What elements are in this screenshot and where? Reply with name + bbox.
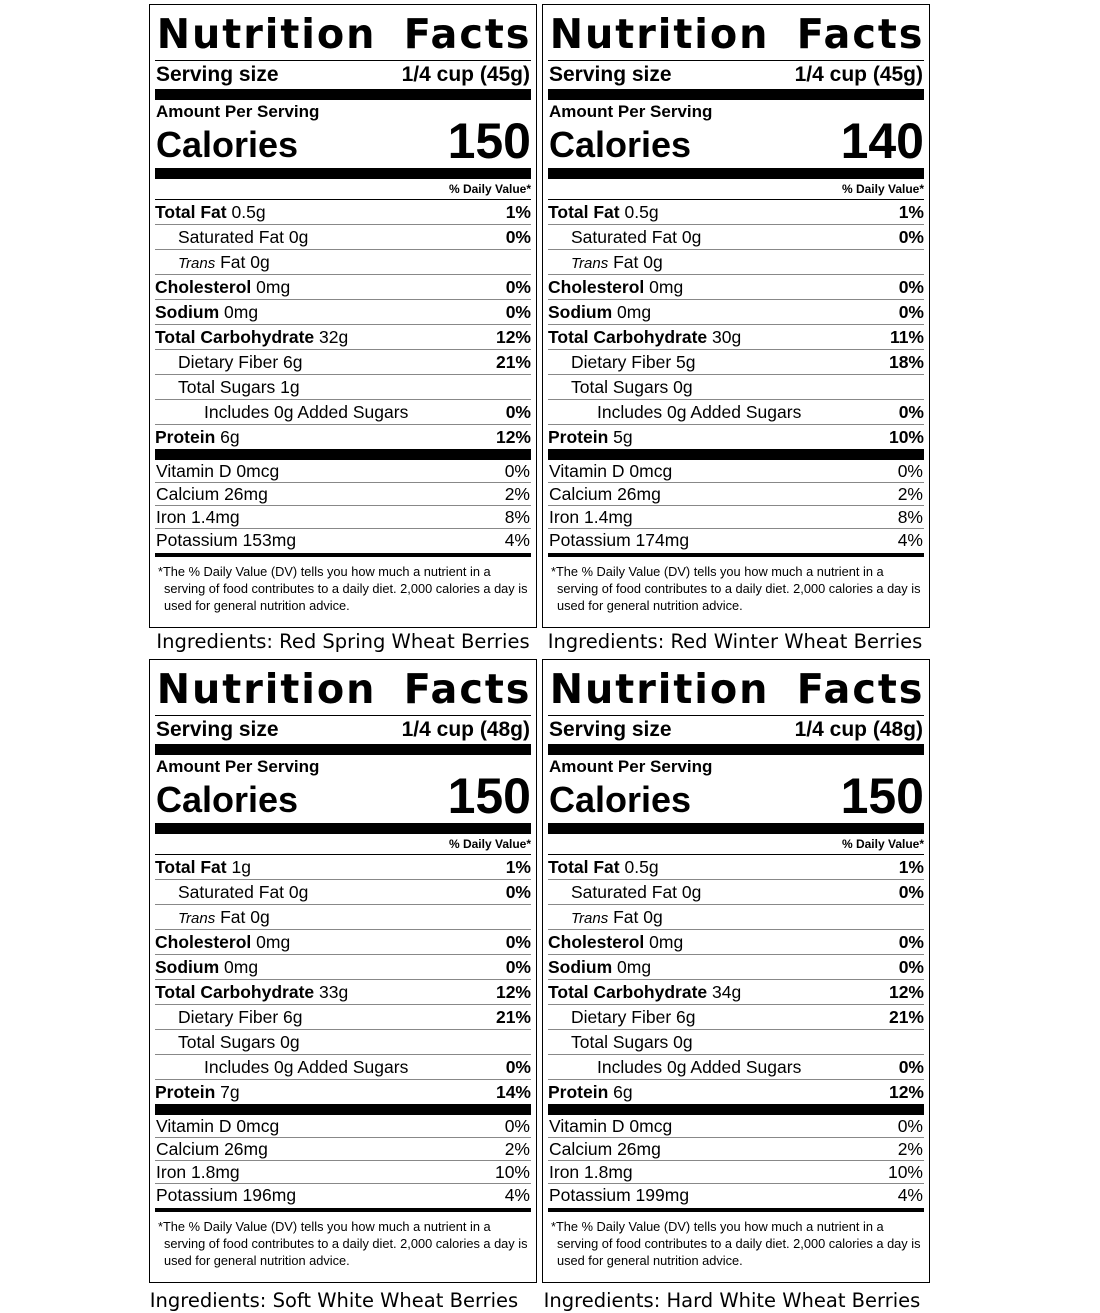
total-carbohydrate-amount: 33g: [319, 982, 349, 1002]
calcium-dv: 2%: [504, 1139, 530, 1159]
trans-fat-label: Fat: [613, 907, 639, 927]
ingredients-text: Ingredients: Hard White Wheat Berries: [543, 1289, 921, 1312]
cholesterol-row: [548, 274, 924, 299]
potassium-label: Potassium 174mg: [549, 530, 690, 550]
calories-value: 150: [840, 768, 924, 824]
vitamin-d-dv: 0%: [504, 1116, 530, 1136]
serving-size-label: Serving size: [549, 63, 672, 86]
nutrition-facts-label: [149, 659, 537, 1283]
potassium-label: Potassium 153mg: [156, 530, 297, 550]
total-fat-label: Total Fat: [548, 857, 620, 877]
protein-label: Protein: [548, 427, 609, 447]
cholesterol-amount: 0mg: [649, 932, 684, 952]
total-fat-row: [155, 199, 531, 224]
added-sugars-label: Includes 0g Added Sugars: [597, 1057, 802, 1077]
calcium-label: Calcium 26mg: [549, 1139, 661, 1159]
vitamin-d-dv: 0%: [897, 461, 923, 481]
protein-label: Protein: [155, 427, 216, 447]
saturated-fat-dv: 0%: [505, 882, 531, 902]
total-sugars-amount: 0g: [673, 1032, 693, 1052]
total-fat-dv: 1%: [898, 202, 924, 222]
calories-label: Calories: [549, 779, 692, 820]
nutrition-facts-label: [542, 4, 930, 628]
serving-size-value: 1/4 cup (45g): [794, 63, 923, 86]
saturated-fat-row: [155, 879, 531, 904]
total-fat-amount: 0.5g: [624, 202, 659, 222]
protein-label: Protein: [548, 1082, 609, 1102]
calories-label: Calories: [156, 124, 299, 165]
sodium-dv: 0%: [505, 957, 531, 977]
total-carbohydrate-row: [155, 979, 531, 1004]
calories-label: Calories: [156, 779, 299, 820]
total-carbohydrate-dv: 12%: [888, 982, 924, 1002]
saturated-fat-dv: 0%: [898, 882, 924, 902]
saturated-fat-dv: 0%: [898, 227, 924, 247]
protein-dv: 12%: [888, 1082, 924, 1102]
total-fat-label: Total Fat: [548, 202, 620, 222]
iron-label: Iron 1.8mg: [549, 1162, 633, 1182]
serving-size-row: [155, 716, 531, 744]
serving-size-value: 1/4 cup (45g): [401, 63, 530, 86]
total-fat-label: Total Fat: [155, 857, 227, 877]
dietary-fiber-row: [155, 349, 531, 374]
added-sugars-row: [155, 399, 531, 424]
potassium-row: [548, 528, 924, 551]
saturated-fat-row: [548, 224, 924, 249]
calories-row: [155, 768, 531, 824]
added-sugars-dv: 0%: [898, 402, 924, 422]
dietary-fiber-row: [548, 349, 924, 374]
sodium-dv: 0%: [898, 957, 924, 977]
dietary-fiber-amount: 6g: [283, 1007, 303, 1027]
total-fat-amount: 1g: [231, 857, 251, 877]
serving-size-value: 1/4 cup (48g): [794, 718, 923, 741]
daily-value-footnote: *The % Daily Value (DV) tells you how much a nutrient in a serving of food contributes to a daily diet. 2,000 calories a day is used for general nutrition advice.: [551, 1219, 921, 1268]
calcium-label: Calcium 26mg: [156, 484, 268, 504]
saturated-fat-label: Saturated Fat: [178, 882, 285, 902]
saturated-fat-row: [548, 879, 924, 904]
total-sugars-row: [155, 374, 531, 399]
cholesterol-row: [548, 929, 924, 954]
daily-value-header: % Daily Value*: [448, 182, 531, 196]
dietary-fiber-amount: 6g: [283, 352, 303, 372]
iron-row: [548, 505, 924, 528]
saturated-fat-label: Saturated Fat: [571, 882, 678, 902]
protein-amount: 6g: [613, 1082, 633, 1102]
serving-size-value: 1/4 cup (48g): [401, 718, 530, 741]
trans-fat-row: [548, 904, 924, 929]
trans-label: Trans: [178, 910, 216, 927]
added-sugars-row: [548, 399, 924, 424]
calcium-dv: 2%: [504, 484, 530, 504]
protein-row: [548, 424, 924, 449]
ingredients-text: Ingredients: Red Spring Wheat Berries: [156, 630, 530, 653]
dietary-fiber-row: [548, 1004, 924, 1029]
potassium-row: [155, 1183, 531, 1206]
potassium-label: Potassium 199mg: [549, 1185, 690, 1205]
added-sugars-dv: 0%: [898, 1057, 924, 1077]
calories-row: [548, 113, 924, 169]
amount-per-serving: Amount Per Serving: [156, 102, 320, 121]
total-carbohydrate-dv: 11%: [889, 327, 924, 347]
cholesterol-row: [155, 929, 531, 954]
daily-value-header: % Daily Value*: [841, 837, 924, 851]
sodium-row: [155, 299, 531, 324]
daily-value-footnote: *The % Daily Value (DV) tells you how much a nutrient in a serving of food contributes to a daily diet. 2,000 calories a day is used for general nutrition advice.: [158, 564, 528, 613]
nutrition-facts-title: Nutrition Facts: [549, 10, 925, 58]
potassium-label: Potassium 196mg: [156, 1185, 297, 1205]
serving-size-label: Serving size: [156, 718, 279, 741]
dietary-fiber-label: Dietary Fiber: [571, 352, 672, 372]
iron-row: [548, 1160, 924, 1183]
calcium-row: [548, 1137, 924, 1160]
potassium-dv: 4%: [897, 1185, 923, 1205]
serving-size-row: [155, 61, 531, 89]
iron-dv: 8%: [897, 507, 923, 527]
nutrition-facts-title: Nutrition Facts: [549, 665, 925, 713]
sodium-label: Sodium: [155, 957, 220, 977]
total-sugars-row: [155, 1029, 531, 1054]
calories-value: 150: [447, 768, 531, 824]
ingredients-text: Ingredients: Red Winter Wheat Berries: [547, 630, 923, 653]
total-sugars-row: [548, 1029, 924, 1054]
trans-fat-label: Fat: [613, 252, 639, 272]
added-sugars-dv: 0%: [505, 402, 531, 422]
cholesterol-amount: 0mg: [256, 932, 291, 952]
vitamin-d-label: Vitamin D 0mcg: [549, 461, 673, 481]
cholesterol-row: [155, 274, 531, 299]
daily-value-header: % Daily Value*: [841, 182, 924, 196]
sodium-dv: 0%: [505, 302, 531, 322]
vitamin-d-dv: 0%: [504, 461, 530, 481]
dietary-fiber-dv: 21%: [888, 1007, 924, 1027]
trans-fat-amount: 0g: [250, 252, 270, 272]
dietary-fiber-label: Dietary Fiber: [571, 1007, 672, 1027]
vitamin-d-row: [155, 460, 531, 482]
protein-dv: 14%: [495, 1082, 531, 1102]
calcium-label: Calcium 26mg: [549, 484, 661, 504]
calories-value: 140: [840, 113, 924, 169]
vitamin-d-label: Vitamin D 0mcg: [156, 461, 280, 481]
vitamin-d-row: [548, 1115, 924, 1137]
vitamin-d-dv: 0%: [897, 1116, 923, 1136]
serving-size-row: [548, 61, 924, 89]
trans-fat-label: Fat: [220, 252, 246, 272]
cholesterol-label: Cholesterol: [548, 277, 645, 297]
protein-amount: 5g: [613, 427, 633, 447]
potassium-dv: 4%: [504, 1185, 530, 1205]
calcium-label: Calcium 26mg: [156, 1139, 268, 1159]
ingredients-text: Ingredients: Soft White Wheat Berries: [149, 1289, 519, 1312]
added-sugars-label: Includes 0g Added Sugars: [204, 402, 409, 422]
vitamin-d-label: Vitamin D 0mcg: [156, 1116, 280, 1136]
amount-per-serving: Amount Per Serving: [549, 757, 713, 776]
potassium-row: [548, 1183, 924, 1206]
sodium-label: Sodium: [548, 957, 613, 977]
protein-row: [155, 1079, 531, 1104]
trans-fat-row: [155, 249, 531, 274]
calories-label: Calories: [549, 124, 692, 165]
calcium-row: [548, 482, 924, 505]
serving-size-row: [548, 716, 924, 744]
nutrition-facts-label: [149, 4, 537, 628]
total-carbohydrate-label: Total Carbohydrate: [548, 327, 708, 347]
total-fat-amount: 0.5g: [624, 857, 659, 877]
total-carbohydrate-row: [548, 979, 924, 1004]
total-fat-dv: 1%: [505, 857, 531, 877]
total-sugars-amount: 1g: [280, 377, 300, 397]
sodium-row: [548, 299, 924, 324]
sodium-amount: 0mg: [224, 302, 259, 322]
trans-label: Trans: [178, 255, 216, 272]
sodium-label: Sodium: [548, 302, 613, 322]
calories-row: [548, 768, 924, 824]
dietary-fiber-dv: 21%: [495, 1007, 531, 1027]
nutrition-facts-title: Nutrition Facts: [156, 10, 532, 58]
cholesterol-dv: 0%: [898, 277, 924, 297]
sodium-amount: 0mg: [617, 302, 652, 322]
trans-fat-amount: 0g: [643, 252, 663, 272]
total-carbohydrate-amount: 30g: [712, 327, 742, 347]
added-sugars-row: [548, 1054, 924, 1079]
total-carbohydrate-label: Total Carbohydrate: [155, 327, 315, 347]
protein-dv: 12%: [495, 427, 531, 447]
calories-value: 150: [447, 113, 531, 169]
total-fat-dv: 1%: [505, 202, 531, 222]
dietary-fiber-dv: 21%: [495, 352, 531, 372]
protein-amount: 7g: [220, 1082, 240, 1102]
calories-row: [155, 113, 531, 169]
trans-fat-label: Fat: [220, 907, 246, 927]
saturated-fat-amount: 0g: [288, 227, 309, 247]
saturated-fat-dv: 0%: [505, 227, 531, 247]
dietary-fiber-label: Dietary Fiber: [178, 1007, 279, 1027]
trans-fat-amount: 0g: [250, 907, 270, 927]
daily-value-footnote: *The % Daily Value (DV) tells you how much a nutrient in a serving of food contributes to a daily diet. 2,000 calories a day is used for general nutrition advice.: [551, 564, 921, 613]
protein-row: [155, 424, 531, 449]
sodium-row: [155, 954, 531, 979]
saturated-fat-label: Saturated Fat: [571, 227, 678, 247]
nutrition-facts-label: [542, 659, 930, 1283]
cholesterol-label: Cholesterol: [548, 932, 645, 952]
trans-fat-row: [155, 904, 531, 929]
total-fat-row: [548, 854, 924, 879]
trans-fat-amount: 0g: [643, 907, 663, 927]
calcium-row: [155, 1137, 531, 1160]
iron-label: Iron 1.4mg: [156, 507, 240, 527]
total-fat-row: [155, 854, 531, 879]
vitamin-d-row: [548, 460, 924, 482]
iron-row: [155, 1160, 531, 1183]
amount-per-serving: Amount Per Serving: [549, 102, 713, 121]
saturated-fat-row: [155, 224, 531, 249]
iron-label: Iron 1.4mg: [549, 507, 633, 527]
iron-dv: 10%: [494, 1162, 530, 1182]
nutrition-facts-title: Nutrition Facts: [156, 665, 532, 713]
serving-size-label: Serving size: [156, 63, 279, 86]
daily-value-footnote: *The % Daily Value (DV) tells you how much a nutrient in a serving of food contributes to a daily diet. 2,000 calories a day is used for general nutrition advice.: [158, 1219, 528, 1268]
total-sugars-label: Total Sugars: [571, 377, 669, 397]
total-carbohydrate-label: Total Carbohydrate: [548, 982, 708, 1002]
total-fat-label: Total Fat: [155, 202, 227, 222]
total-carbohydrate-amount: 34g: [712, 982, 742, 1002]
serving-size-label: Serving size: [549, 718, 672, 741]
trans-label: Trans: [571, 255, 609, 272]
total-carbohydrate-label: Total Carbohydrate: [155, 982, 315, 1002]
potassium-dv: 4%: [897, 530, 923, 550]
total-sugars-amount: 0g: [280, 1032, 300, 1052]
sodium-amount: 0mg: [617, 957, 652, 977]
daily-value-header: % Daily Value*: [448, 837, 531, 851]
total-carbohydrate-amount: 32g: [319, 327, 349, 347]
dietary-fiber-amount: 6g: [676, 1007, 696, 1027]
dietary-fiber-row: [155, 1004, 531, 1029]
sodium-dv: 0%: [898, 302, 924, 322]
potassium-row: [155, 528, 531, 551]
added-sugars-label: Includes 0g Added Sugars: [204, 1057, 409, 1077]
dietary-fiber-amount: 5g: [676, 352, 696, 372]
cholesterol-dv: 0%: [505, 932, 531, 952]
saturated-fat-amount: 0g: [681, 882, 702, 902]
cholesterol-dv: 0%: [505, 277, 531, 297]
amount-per-serving: Amount Per Serving: [156, 757, 320, 776]
trans-fat-row: [548, 249, 924, 274]
iron-label: Iron 1.8mg: [156, 1162, 240, 1182]
total-carbohydrate-row: [155, 324, 531, 349]
cholesterol-amount: 0mg: [649, 277, 684, 297]
total-carbohydrate-row: [548, 324, 924, 349]
protein-amount: 6g: [220, 427, 240, 447]
added-sugars-dv: 0%: [505, 1057, 531, 1077]
total-sugars-row: [548, 374, 924, 399]
total-sugars-amount: 0g: [673, 377, 693, 397]
iron-dv: 10%: [887, 1162, 923, 1182]
calcium-row: [155, 482, 531, 505]
protein-dv: 10%: [888, 427, 924, 447]
saturated-fat-amount: 0g: [288, 882, 309, 902]
total-fat-amount: 0.5g: [231, 202, 266, 222]
sodium-amount: 0mg: [224, 957, 259, 977]
trans-label: Trans: [571, 910, 609, 927]
added-sugars-row: [155, 1054, 531, 1079]
cholesterol-label: Cholesterol: [155, 277, 252, 297]
cholesterol-amount: 0mg: [256, 277, 291, 297]
total-sugars-label: Total Sugars: [178, 1032, 276, 1052]
saturated-fat-label: Saturated Fat: [178, 227, 285, 247]
total-fat-dv: 1%: [898, 857, 924, 877]
vitamin-d-label: Vitamin D 0mcg: [549, 1116, 673, 1136]
total-carbohydrate-dv: 12%: [495, 982, 531, 1002]
total-sugars-label: Total Sugars: [571, 1032, 669, 1052]
dietary-fiber-dv: 18%: [888, 352, 924, 372]
protein-row: [548, 1079, 924, 1104]
calcium-dv: 2%: [897, 1139, 923, 1159]
cholesterol-label: Cholesterol: [155, 932, 252, 952]
total-carbohydrate-dv: 12%: [495, 327, 531, 347]
potassium-dv: 4%: [504, 530, 530, 550]
added-sugars-label: Includes 0g Added Sugars: [597, 402, 802, 422]
dietary-fiber-label: Dietary Fiber: [178, 352, 279, 372]
sodium-label: Sodium: [155, 302, 220, 322]
vitamin-d-row: [155, 1115, 531, 1137]
sodium-row: [548, 954, 924, 979]
iron-row: [155, 505, 531, 528]
saturated-fat-amount: 0g: [681, 227, 702, 247]
cholesterol-dv: 0%: [898, 932, 924, 952]
total-sugars-label: Total Sugars: [178, 377, 276, 397]
total-fat-row: [548, 199, 924, 224]
protein-label: Protein: [155, 1082, 216, 1102]
iron-dv: 8%: [504, 507, 530, 527]
calcium-dv: 2%: [897, 484, 923, 504]
